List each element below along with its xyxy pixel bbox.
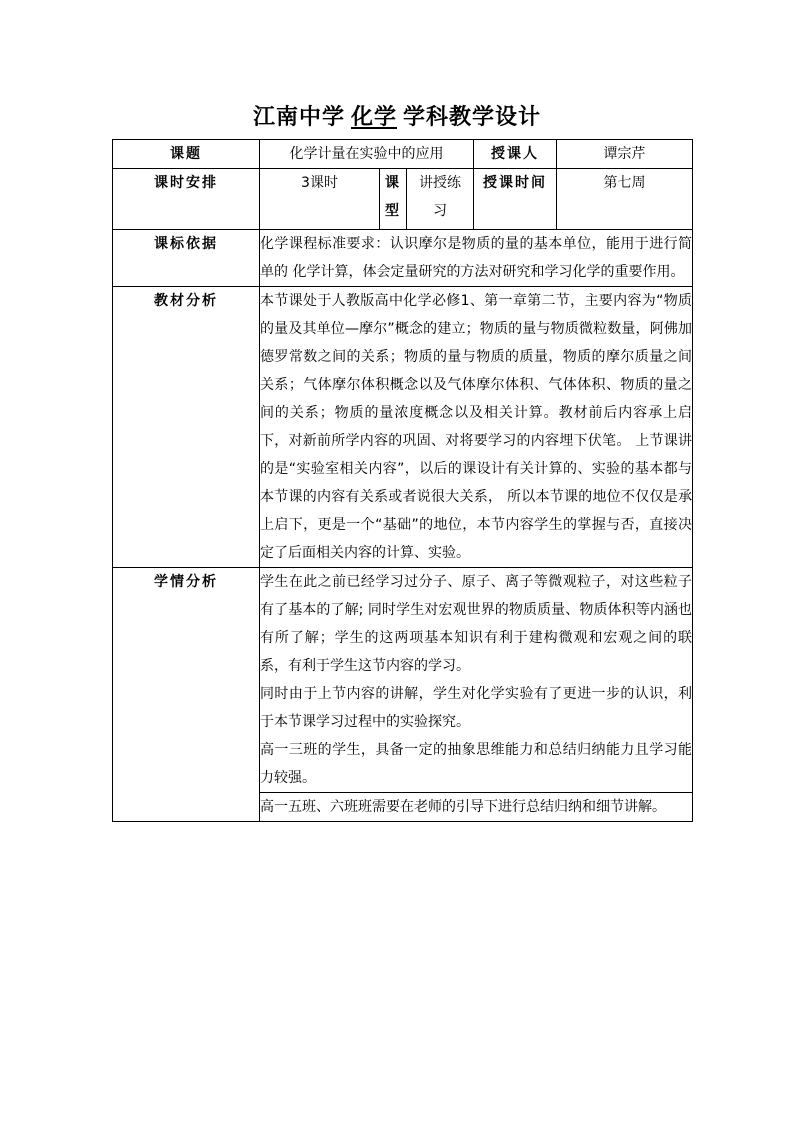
row-students (113, 568, 693, 793)
topic-label: 课题 (113, 140, 260, 169)
row-topic (113, 140, 693, 169)
standards-label: 课标依据 (113, 230, 260, 287)
type-value-line1: 讲授练 (419, 175, 462, 191)
type-value-line2: 习 (433, 203, 448, 219)
hours-value: 3课时 (260, 169, 380, 230)
topic-value: 化学计量在实验中的应用 (260, 140, 474, 169)
teacher-label: 授课人 (474, 140, 557, 169)
type-label (380, 169, 407, 230)
type-label-line2: 型 (385, 203, 401, 219)
row-schedule (113, 169, 693, 230)
material-label: 教材分析 (113, 287, 260, 568)
students-para-3: 高一三班的学生，具备一定的抽象思维能力和总结归纳能力且学习能力较强。 (260, 742, 693, 786)
students-para-1: 学生在此之前已经学习过分子、原子、离子等微观粒子，对这些粒子有了基本的了解; 同时学生对宏观世界的物质质量、物质体积等内涵也有所了解；学生的这两项基本知识有利于建构微观和宏观之间的联系，有利于学生这节内容的学习。 (260, 574, 693, 674)
standards-text: 化学课程标准要求：认识摩尔是物质的量的基本单位，能用于进行简单的 化学计算，体会定量研究的方法对研究和学习化学的重要作用。 (260, 230, 693, 287)
students-para-4: 高一五班、六班班需要在老师的引导下进行总结归纳和细节讲解。 (260, 793, 693, 822)
title-subject: 化学 (350, 105, 397, 130)
row-standards (113, 230, 693, 287)
row-material (113, 287, 693, 568)
students-label: 学情分析 (113, 568, 260, 822)
title-suffix: 学科教学设计 (403, 105, 542, 130)
title-school: 江南中学 (252, 105, 345, 130)
page-title (0, 100, 794, 131)
teacher-value: 谭宗芹 (557, 140, 693, 169)
time-label: 授课时间 (474, 169, 557, 230)
students-para-2: 同时由于上节内容的讲解，学生对化学实验有了更进一步的认识，利于本节课学习过程中的实验探究。 (260, 686, 693, 730)
lesson-plan-table (112, 139, 693, 822)
type-value (407, 169, 474, 230)
time-value: 第七周 (557, 169, 693, 230)
hours-label: 课时安排 (113, 169, 260, 230)
material-text: 本节课处于人教版高中化学必修1、第一章第二节，主要内容为“物质的量及其单位—摩尔”概念的建立；物质的量与物质微粒数量，阿佛加德罗常数之间的关系；物质的量与物质的质量，物质的摩尔质量之间关系；气体摩尔体积概念以及气体摩尔体积、气体体积、物质的量之间的关系；物质的量浓度概念以及相关计算。教材前后内容承上启下，对新前所学内容的巩固、对将要学习的内容埋下伏笔。 上节课讲的是“实验室相关内容”，以后的课设计有关计算的、实验的基本都与本节课的内容有关系或者说很大关系， 所以本节课的地位不仅仅是承上启下，更是一个“基础”的地位，本节内容学生的掌握与否，直接决定了后面相关内容的计算、实验。 (260, 287, 693, 568)
type-label-line1: 课 (385, 175, 401, 191)
students-text (260, 568, 693, 793)
